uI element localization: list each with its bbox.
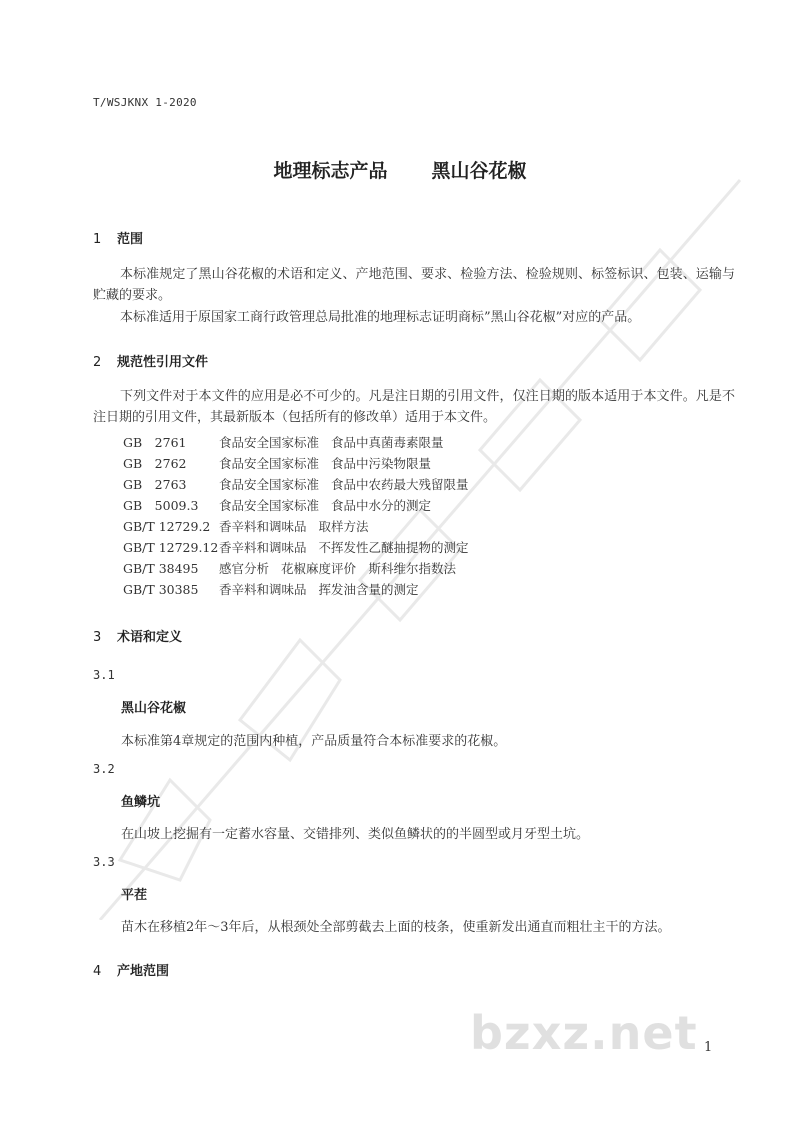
title-part-2: 黑山谷花椒 [431,160,527,182]
document-id: T/WSJKNX 1-2020 [93,96,197,109]
term-name: 黑山谷花椒 [121,701,187,716]
section-3-heading [93,626,182,645]
term-definition: 苗木在移植2年～3年后，从根颈处全部剪截去上面的枝条，使重新发出通直而粗壮主干的方法。 [121,920,671,935]
term-definition: 在山坡上挖掘有一定蓄水容量、交错排列、类似鱼鳞状的的半圆型或月牙型土坑。 [121,827,590,842]
section-title: 产地范围 [117,964,170,979]
term-number: 3.1 [93,668,115,682]
section-title: 范围 [117,232,144,247]
section-2-paragraph-1: 下列文件对于本文件的应用是必不可少的。凡是注日期的引用文件，仅注日期的版本适用于本文件。凡是不注日期的引用文件，其最新版本（包括所有的修改单）适用于本文件。 [93,389,735,425]
term-number: 3.3 [93,855,115,869]
section-1-paragraph-1: 本标准规定了黑山谷花椒的术语和定义、产地范围、要求、检验方法、检验规则、标签标识、包装、运输与贮藏的要求。 [93,267,735,303]
document-title [0,156,800,183]
term-number: 3.2 [93,762,115,776]
reference-item: GB/T 38495 感官分析 花椒麻度评价 斯科维尔指数法 [123,561,457,576]
section-1-heading [93,228,143,247]
reference-item: GB 2761 食品安全国家标准 食品中真菌毒素限量 [123,435,444,450]
term-name: 平茬 [121,888,148,903]
section-number: 4 [93,964,102,979]
title-part-1: 地理标志产品 [273,160,388,182]
reference-item: GB 5009.3 食品安全国家标准 食品中水分的测定 [123,498,432,513]
section-1-paragraph-2: 本标准适用于原国家工商行政管理总局批准的地理标志证明商标”黑山谷花椒”对应的产品。 [120,310,641,325]
section-number: 3 [93,630,102,645]
term-definition: 本标准第4章规定的范围内种植，产品质量符合本标准要求的花椒。 [121,734,507,749]
term-name: 鱼鳞坑 [121,795,161,810]
section-number: 1 [93,232,102,247]
section-4-heading [93,960,169,979]
section-2-heading [93,351,208,370]
reference-item: GB 2763 食品安全国家标准 食品中农药最大残留限量 [123,477,469,492]
reference-item: GB/T 12729.2 香辛料和调味品 取样方法 [123,519,369,534]
section-number: 2 [93,355,102,370]
reference-item: GB/T 30385 香辛料和调味品 挥发油含量的测定 [123,582,419,597]
page-number: 1 [704,1040,713,1055]
section-title: 规范性引用文件 [117,355,209,370]
reference-item: GB/T 12729.12香辛料和调味品 不挥发性乙醚抽提物的测定 [123,540,469,555]
section-title: 术语和定义 [117,630,183,645]
site-watermark: bzxz.net [470,1006,698,1060]
reference-item: GB 2762 食品安全国家标准 食品中污染物限量 [123,456,432,471]
